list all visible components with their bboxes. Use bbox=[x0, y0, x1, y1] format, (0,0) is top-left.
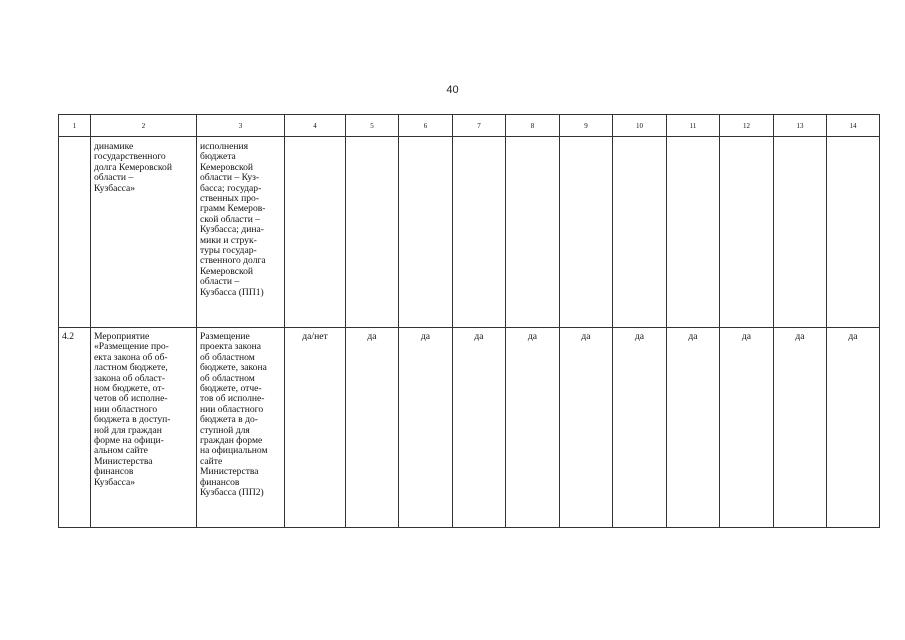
measure-name-text: Мероприятие «Размещение про- екта закона об об- ластном бюджете, закона об област- ном бюджете, от- четов об исполне- нии областного бюджета в доступ- ной для граждан форме на офици- альном сайте Министерства финансов Кузбасса» bbox=[94, 331, 171, 488]
value-cell bbox=[720, 137, 774, 328]
header-cell: 12 bbox=[720, 115, 774, 137]
value-cell bbox=[774, 137, 827, 328]
indicator-text: исполнения бюджета Кемеровской области – Куз- басса; государ- ственных про- грамм Кемеров- ской области – Кузбасса; дина- мики и струк- туры государ- ственного долга Кемеровской области – Кузбасса (ПП1) bbox=[200, 141, 266, 298]
header-cell: 1 bbox=[59, 115, 91, 137]
value-cell: да bbox=[720, 328, 774, 528]
value-cell bbox=[560, 137, 613, 328]
measure-name-text: динамике государственного долга Кемеровской области – Кузбасса» bbox=[94, 141, 172, 194]
header-cell: 4 bbox=[285, 115, 346, 137]
row-number bbox=[59, 137, 91, 328]
value-cell bbox=[667, 137, 720, 328]
indicators-table bbox=[58, 114, 880, 528]
value-cell bbox=[399, 137, 453, 328]
indicator-cell bbox=[197, 137, 285, 328]
header-cell: 2 bbox=[91, 115, 197, 137]
header-cell: 6 bbox=[399, 115, 453, 137]
header-cell: 9 bbox=[560, 115, 613, 137]
value-cell bbox=[453, 137, 506, 328]
value-cell: да bbox=[827, 328, 880, 528]
page-number: 40 bbox=[446, 84, 459, 96]
header-cell: 11 bbox=[667, 115, 720, 137]
value-cell: да bbox=[453, 328, 506, 528]
value-cell: да bbox=[506, 328, 560, 528]
header-cell: 10 bbox=[613, 115, 667, 137]
value-cell bbox=[827, 137, 880, 328]
header-cell: 5 bbox=[346, 115, 399, 137]
header-cell: 3 bbox=[197, 115, 285, 137]
measure-name-cell bbox=[91, 328, 197, 528]
value-cell: да bbox=[399, 328, 453, 528]
value-cell: да bbox=[346, 328, 399, 528]
indicator-cell bbox=[197, 328, 285, 528]
value-cell bbox=[613, 137, 667, 328]
header-cell: 7 bbox=[453, 115, 506, 137]
value-cell: да/нет bbox=[285, 328, 346, 528]
header-cell: 13 bbox=[774, 115, 827, 137]
table-row bbox=[59, 328, 880, 528]
row-number: 4.2 bbox=[59, 328, 91, 528]
header-cell: 8 bbox=[506, 115, 560, 137]
header-cell: 14 bbox=[827, 115, 880, 137]
value-cell bbox=[285, 137, 346, 328]
table-row bbox=[59, 137, 880, 328]
value-cell: да bbox=[667, 328, 720, 528]
value-cell: да bbox=[560, 328, 613, 528]
value-cell: да bbox=[613, 328, 667, 528]
value-cell bbox=[346, 137, 399, 328]
value-cell: да bbox=[774, 328, 827, 528]
table-header-row bbox=[59, 115, 880, 137]
measure-name-cell bbox=[91, 137, 197, 328]
indicator-text: Размещение проекта закона об областном бюджете, закона об областном бюджете, отче- тов об исполне- нии областного бюджета в до- ступной для граждан форме на официальном сайте Министерства финансов Кузбасса (ПП2) bbox=[200, 331, 268, 499]
value-cell bbox=[506, 137, 560, 328]
